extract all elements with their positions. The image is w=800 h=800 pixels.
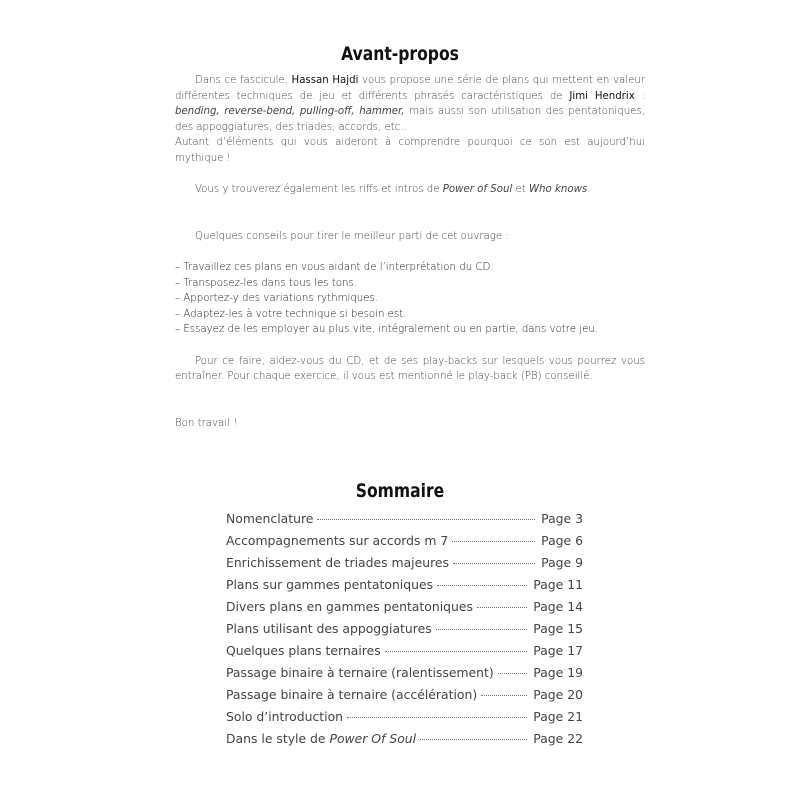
intro-closing: Bon travail ! <box>175 417 238 429</box>
toc-item: Passage binaire à ternaire (ralentissement) Page 19 <box>226 665 583 680</box>
toc-item: Dans le style de Power Of Soul Page 22 <box>226 731 583 746</box>
advice-list <box>175 260 645 338</box>
avant-propos-title: Avant-propos <box>341 42 459 65</box>
advice-item: – Essayez de les employer au plus vite, intégralement ou en partie, dans votre jeu. <box>175 324 599 336</box>
toc-item: Plans utilisant des appoggiatures Page 15 <box>226 621 583 636</box>
intro-paragraph-4: Quelques conseils pour tirer le meilleur parti de cet ouvrage : <box>195 230 509 242</box>
sommaire-title: Sommaire <box>355 479 445 502</box>
song-title-2: Who knows <box>528 184 588 196</box>
toc-item: Divers plans en gammes pentatoniques Page 14 <box>226 599 583 614</box>
toc-item: Quelques plans ternaires Page 17 <box>226 643 583 658</box>
toc-item: Nomenclature Page 3 <box>226 511 583 526</box>
intro-paragraph-2: Autant d’éléments qui vous aideront à comprendre pourquoi ce son est aujourd’hui mythique ! <box>175 137 645 164</box>
intro-paragraph-3: Vous y trouverez également les riffs et intros de Power of Soul et Who knows. <box>195 184 591 196</box>
toc-item: Enrichissement de triades majeures Page 9 <box>226 555 583 570</box>
advice-item: – Adaptez-les à votre technique si besoin est. <box>175 308 407 320</box>
advice-item: – Apportez-y des variations rythmiques. <box>175 293 379 305</box>
intro-paragraph-5: Pour ce faire, aidez-vous du CD, et de ses play-backs sur lesquels vous pourrez vous entraîner. Pour chaque exercice, il vous est mentionné le play-back (PB) conseillé. <box>175 355 645 383</box>
toc-item: Solo d’introduction Page 21 <box>226 709 583 724</box>
avant-propos-body <box>175 73 645 431</box>
toc-item: Plans sur gammes pentatoniques Page 11 <box>226 577 583 592</box>
toc-item: Accompagnements sur accords m 7 Page 6 <box>226 533 583 548</box>
artist-name: Jimi Hendrix <box>569 90 635 102</box>
intro-paragraph-1: Dans ce fascicule, Hassan Hajdi vous propose une série de plans qui mettent en valeur différentes techniques de jeu et différents phrasés caractéristiques de Jimi Hendrix : bending, reverse-bend, pulling-off, hammer, mais aussi son utilisation des pentatoniques, des appoggiatures, des triades, accords, etc.. <box>175 75 645 133</box>
advice-item: – Travaillez ces plans en vous aidant de l’interprétation du CD. <box>175 261 494 273</box>
toc-item: Passage binaire à ternaire (accélération) Page 20 <box>226 687 583 702</box>
song-title-1: Power of Soul <box>442 184 513 196</box>
author-name: Hassan Hajdi <box>291 75 359 86</box>
table-of-contents <box>226 511 583 753</box>
advice-item: – Transposez-les dans tous les tons. <box>175 277 358 289</box>
techniques-list: bending, reverse-bend, pulling-off, hammer, <box>175 106 405 118</box>
